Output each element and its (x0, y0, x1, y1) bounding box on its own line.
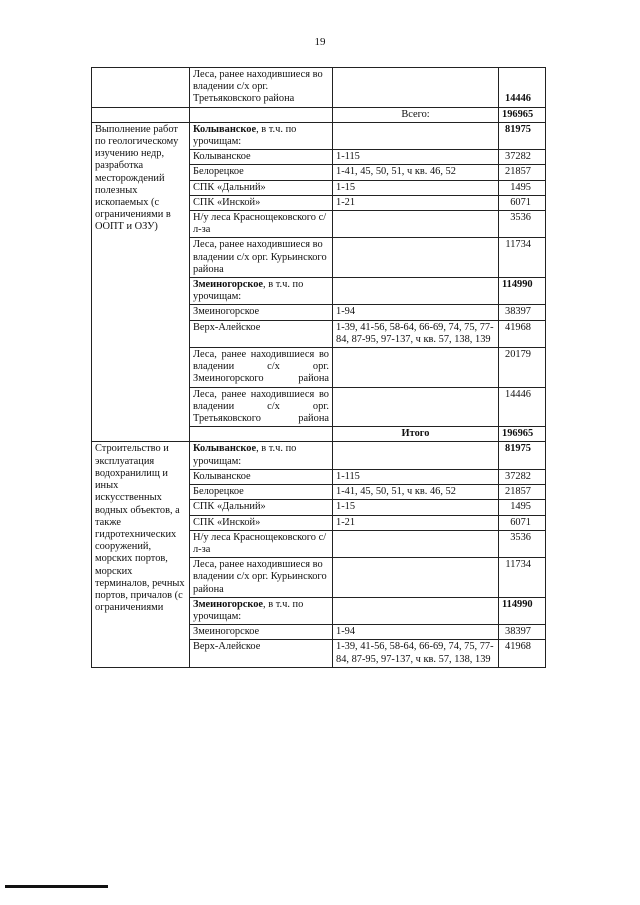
table-row (92, 68, 546, 108)
area-value: 6071 (499, 515, 546, 530)
area-value: 38397 (499, 625, 546, 640)
quarters: 1-94 (333, 305, 499, 320)
quarters (333, 530, 499, 557)
area-value: 1495 (499, 180, 546, 195)
forest-name: Верх-Алейское (190, 640, 333, 667)
forestry-suffix: , в т.ч. по урочищам: (193, 598, 304, 622)
quarters (333, 122, 499, 149)
quarters: 1-94 (333, 625, 499, 640)
purpose-cell: Строительство и эксплуатация водохранилищ и иных искусственных водных объектов, а также гидротехнических сооружений, морских портов, морских терминалов, речных портов, причалов (с ограничениями (92, 442, 190, 667)
area-value: 1495 (499, 500, 546, 515)
forest-name: Леса, ранее находившиеся во владении с/х орг. Третьяковского района (190, 387, 333, 427)
quarters: 1-41, 45, 50, 51, ч кв. 46, 52 (333, 165, 499, 180)
area-value: 41968 (499, 640, 546, 667)
area-value: 41968 (499, 320, 546, 347)
area-value: 3536 (499, 530, 546, 557)
forestry-suffix: , в т.ч. по урочищам: (193, 123, 297, 148)
page-number: 19 (314, 36, 326, 48)
area-value: 81975 (499, 122, 546, 149)
forest-name: СПК «Инской» (190, 515, 333, 530)
quarters: 1-39, 41-56, 58-64, 66-69, 74, 75, 77-84, 87-95, 97-137, ч кв. 57, 138, 139 (333, 320, 499, 347)
quarters (333, 597, 499, 624)
table-row (92, 442, 546, 469)
total-value: 196965 (499, 107, 546, 122)
area-value: 6071 (499, 195, 546, 210)
forestry-suffix: , в т.ч. по урочищам: (193, 443, 297, 467)
forest-name: Леса, ранее находившиеся во владении с/х орг. Курьинского района (190, 558, 333, 598)
forest-name: Н/у леса Краснощековского с/л-за (190, 530, 333, 557)
forest-name: Белорецкое (190, 485, 333, 500)
table-row (92, 107, 546, 122)
area-value: 11734 (499, 558, 546, 598)
quarters: 1-15 (333, 500, 499, 515)
forest-name (190, 597, 333, 624)
forest-name: Колыванское (190, 150, 333, 165)
area-value: 114990 (499, 597, 546, 624)
forest-name: Леса, ранее находившиеся во владении с/х орг. Змеиногорского района (190, 348, 333, 388)
forest-name: СПК «Дальний» (190, 500, 333, 515)
quarters: 1-41, 45, 50, 51, ч кв. 46, 52 (333, 485, 499, 500)
forest-name: Змеиногорское (190, 625, 333, 640)
forestry-suffix: , в т.ч. по урочищам: (193, 279, 304, 303)
quarters (333, 442, 499, 469)
quarters (333, 211, 499, 238)
forest-name: Н/у леса Краснощековского с/л-за (190, 211, 333, 238)
area-value: 37282 (499, 150, 546, 165)
area-value: 11734 (499, 238, 546, 278)
forest-name: Белорецкое (190, 165, 333, 180)
area-value: 14446 (499, 68, 546, 108)
forest-name (190, 278, 333, 305)
forest-name: СПК «Инской» (190, 195, 333, 210)
quarters: 1-115 (333, 469, 499, 484)
area-value: 38397 (499, 305, 546, 320)
total-label: Всего: (333, 107, 499, 122)
forest-name: Леса, ранее находившиеся во владении с/х орг. Третьяковского района (190, 68, 333, 108)
area-value: 37282 (499, 469, 546, 484)
area-value: 14446 (499, 387, 546, 427)
quarters: 1-39, 41-56, 58-64, 66-69, 74, 75, 77-84, 87-95, 97-137, ч кв. 57, 138, 139 (333, 640, 499, 667)
quarters (333, 278, 499, 305)
purpose-cell: Выполнение работ по геологическому изучению недр, разработка месторождений полезных ископаемых (с ограничениями в ООПТ и ОЗУ) (92, 122, 190, 442)
area-value: 21857 (499, 165, 546, 180)
forestry-name: Колыванское (193, 123, 257, 135)
area-value: 114990 (499, 278, 546, 305)
quarters: 1-21 (333, 195, 499, 210)
quarters: 1-15 (333, 180, 499, 195)
quarters: 1-115 (333, 150, 499, 165)
forest-name: Верх-Алейское (190, 320, 333, 347)
area-value: 21857 (499, 485, 546, 500)
table-row (92, 122, 546, 149)
footer-rule (5, 885, 108, 888)
total-value: 196965 (499, 427, 546, 442)
forest-name: Змеиногорское (190, 305, 333, 320)
forest-name: Колыванское (190, 469, 333, 484)
area-value: 3536 (499, 211, 546, 238)
total-label: Итого (333, 427, 499, 442)
forestry-name: Колыванское (193, 443, 257, 455)
forest-name (190, 442, 333, 469)
forestry-name: Змеиногорское (193, 279, 264, 291)
forest-name: Леса, ранее находившиеся во владении с/х орг. Курьинского района (190, 238, 333, 278)
quarters (333, 387, 499, 427)
area-value: 20179 (499, 348, 546, 388)
forestry-name: Змеиногорское (193, 598, 264, 610)
quarters (333, 68, 499, 108)
quarters: 1-21 (333, 515, 499, 530)
quarters (333, 558, 499, 598)
quarters (333, 238, 499, 278)
forest-areas-table (91, 67, 546, 668)
quarters (333, 348, 499, 388)
forest-name: СПК «Дальний» (190, 180, 333, 195)
forest-name (190, 122, 333, 149)
area-value: 81975 (499, 442, 546, 469)
